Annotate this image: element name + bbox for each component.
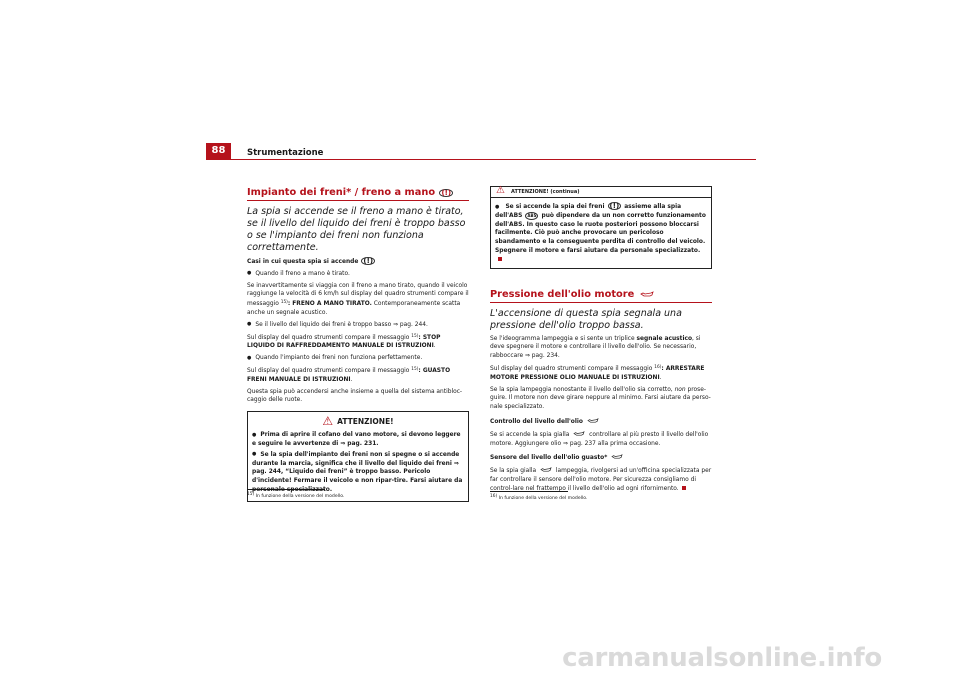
footnote-ref: 15) (411, 333, 419, 339)
warning-continued-box (490, 186, 712, 269)
text: Sul display del quadro strumenti compare il messaggio (490, 365, 653, 372)
brake-lead: La spia si accende se il freno a mano è tirato, se il livello del liquido dei freni è troppo basso o se l'impianto dei freni non funziona correttamente. (247, 206, 466, 253)
text: Se la spia lampeggia nonostante il livello dell'olio sia corretto, (490, 386, 673, 393)
text: , si deve spegnere il motore e controllare il livello dell'olio. Se necessario, rabboccare ⇒ pag. 234. (490, 335, 701, 360)
page-number: 88 (206, 143, 231, 159)
warning-triangle-icon: ⚠ (322, 414, 334, 429)
watermark: carmanualsonline.info (562, 643, 882, 673)
italic-text: non (674, 386, 686, 393)
text: Se si accende la spia dei freni (505, 204, 605, 210)
text: prose-guire. Il motore non deve girare neppure al minimo. Farsi aiutare da perso-nale specializzato. (490, 386, 711, 411)
paragraph: Sul display del quadro strumenti compare il messaggio $^{15)}$: STOP LIQUIDO DI RAFFREDDAMENTO MANUALE DI ISTRUZIONI. (247, 333, 441, 350)
bullet-item: ● Quando il freno a mano è tirato. (247, 270, 469, 279)
footnote-mark: 16) (490, 494, 498, 499)
footnote-right (490, 494, 587, 502)
footnote-left (247, 492, 344, 500)
footnote-text: In funzione della versione del modello. (498, 496, 588, 501)
warning-item: ● Prima di aprire il cofano del vano motore, si devono leggere e seguire le avvertenze di ⇒ pag. 231. (252, 431, 464, 449)
warning-item (495, 202, 707, 265)
oil-can-icon (587, 417, 599, 426)
text: Se si accende la spia gialla (490, 431, 570, 438)
brake-warning-icon: (!) (609, 202, 620, 210)
footnote-ref: 16) (654, 364, 662, 370)
end-marker (498, 257, 502, 261)
text: assieme alla spia dell'ABS (495, 204, 682, 219)
display-message: : GUASTO FRENI MANUALE DI ISTRUZIONI (247, 367, 451, 383)
heading-text: Sensore del livello dell'olio guasto* (490, 455, 608, 462)
brake-warning-icon: (!) (441, 189, 452, 197)
warning-continued-title: ATTENZIONE! (continua) (511, 189, 580, 195)
paragraph (490, 386, 712, 412)
oil-can-icon-svg (611, 454, 623, 459)
display-message: : STOP LIQUIDO DI RAFFREDDAMENTO MANUALE DI ISTRUZIONI (247, 334, 441, 350)
oil-can-icon (640, 289, 654, 301)
bullet-item: ● Se il livello del liquido dei freni è troppo basso ⇒ pag. 244. (247, 321, 469, 330)
oil-can-icon (540, 466, 552, 475)
heading-text: Controllo del livello dell'olio (490, 418, 583, 425)
right-column (490, 186, 712, 497)
footnote-rule (490, 491, 568, 492)
brake-warning-icon: (!) (363, 257, 374, 265)
footnote-ref: 15) (280, 300, 288, 306)
section-title: Strumentazione (247, 148, 324, 158)
warning-continued-header (491, 187, 711, 198)
text: Se inavvertitamente si viaggia con il freno a mano tirato, quando il veicolo raggiunge la velocità di 6 km/h sul display del quadro strumenti compare il messaggio (247, 282, 469, 308)
oil-can-icon (573, 430, 585, 439)
text: controllare al più presto il livello dell'olio motore. Aggiungere olio ⇒ pag. 237 alla prima occasione. (490, 431, 709, 447)
warning-triangle-icon: ⚠ (496, 185, 505, 196)
paragraph (490, 430, 712, 449)
paragraph (490, 335, 712, 361)
abs-warning-icon: ABS (527, 212, 537, 218)
oil-level-heading (490, 417, 712, 427)
text: può dipendere da un non corretto funzionamento dell'ABS. In questo caso le ruote posteriori possono bloccarsi facilmente. Ciò può anche provocare un pericoloso sbandamento e la conseguente perdita di controllo del veicolo. Spegnere il motore e farsi aiutare da personale specializzato. (495, 212, 706, 254)
oil-sensor-heading (490, 453, 712, 463)
display-message: : FRENO A MANO TIRATO. (287, 301, 372, 308)
oil-title-text: Pressione dell'olio motore (490, 288, 635, 300)
paragraph: Sul display del quadro strumenti compare il messaggio $^{15)}$: GUASTO FRENI MANUALE DI ISTRUZIONI. (247, 366, 451, 383)
oil-can-icon-svg (540, 467, 552, 472)
oil-can-icon-svg (640, 291, 654, 297)
header-rule (206, 159, 756, 160)
brake-cases-text: Casi in cui questa spia si accende (247, 259, 359, 265)
brake-cases-heading (247, 257, 469, 267)
text: Sul display del quadro strumenti compare il messaggio (247, 334, 410, 341)
bold-text: segnale acustico (636, 335, 693, 342)
brake-section-title (247, 187, 469, 201)
text: Se l'ideogramma lampeggia e si sente un triplice (490, 335, 635, 342)
warning-item: ● Se la spia dell'impianto dei freni non si spegne o si accende durante la marcia, significa che il livello del liquido dei freni ⇒ pag. 244, “Liquido dei freni” è troppo basso. Pericolo d'incidente! Fermare il veicolo e non ripar-tire. Farsi aiutare da personale specializzato. (252, 451, 464, 495)
paragraph (247, 282, 469, 318)
footnote-text: In funzione della versione del modello. (255, 494, 345, 499)
oil-can-icon-svg (587, 418, 599, 423)
footnote-ref: 15) (411, 366, 419, 372)
paragraph: Questa spia può accendersi anche insieme a quella del sistema antibloc-caggio delle ruote. (247, 388, 463, 404)
footnote-rule (247, 489, 325, 490)
left-column (247, 187, 469, 502)
end-marker (682, 486, 686, 490)
oil-can-icon-svg (573, 431, 585, 436)
warning-title: ATTENZIONE! (337, 417, 394, 427)
display-message: : ARRESTARE MOTORE PRESSIONE OLIO MANUALE DI ISTRUZIONI (490, 365, 705, 381)
text: lampeggia, rivolgersi ad un'officina specializzata per far controllare il sensore dell'olio motore. Per sicurezza consigliamo di control-lare nel frattempo il livello dell'olio ad ogni rifornimento. (490, 468, 712, 492)
text: Sul display del quadro strumenti compare il messaggio (247, 367, 410, 374)
warning-header (252, 415, 464, 428)
oil-lead: L'accensione di questa spia segnala una pressione dell'olio troppo bassa. (490, 307, 682, 331)
bullet-item: ● Quando l'impianto dei freni non funziona perfettamente. (247, 354, 469, 363)
brake-title-text: Impianto dei freni* / freno a mano (247, 187, 436, 198)
text: Se la spia gialla (490, 468, 537, 475)
oil-can-icon (611, 453, 623, 462)
oil-section-title (490, 289, 712, 303)
paragraph: Sul display del quadro strumenti compare il messaggio $^{16)}$: ARRESTARE MOTORE PRESSIONE OLIO MANUALE DI ISTRUZIONI. (490, 364, 705, 381)
text: Contemporaneamente scatta anche un segnale acustico. (247, 301, 461, 316)
footnote-mark: 15) (247, 492, 255, 497)
paragraph (490, 466, 712, 493)
